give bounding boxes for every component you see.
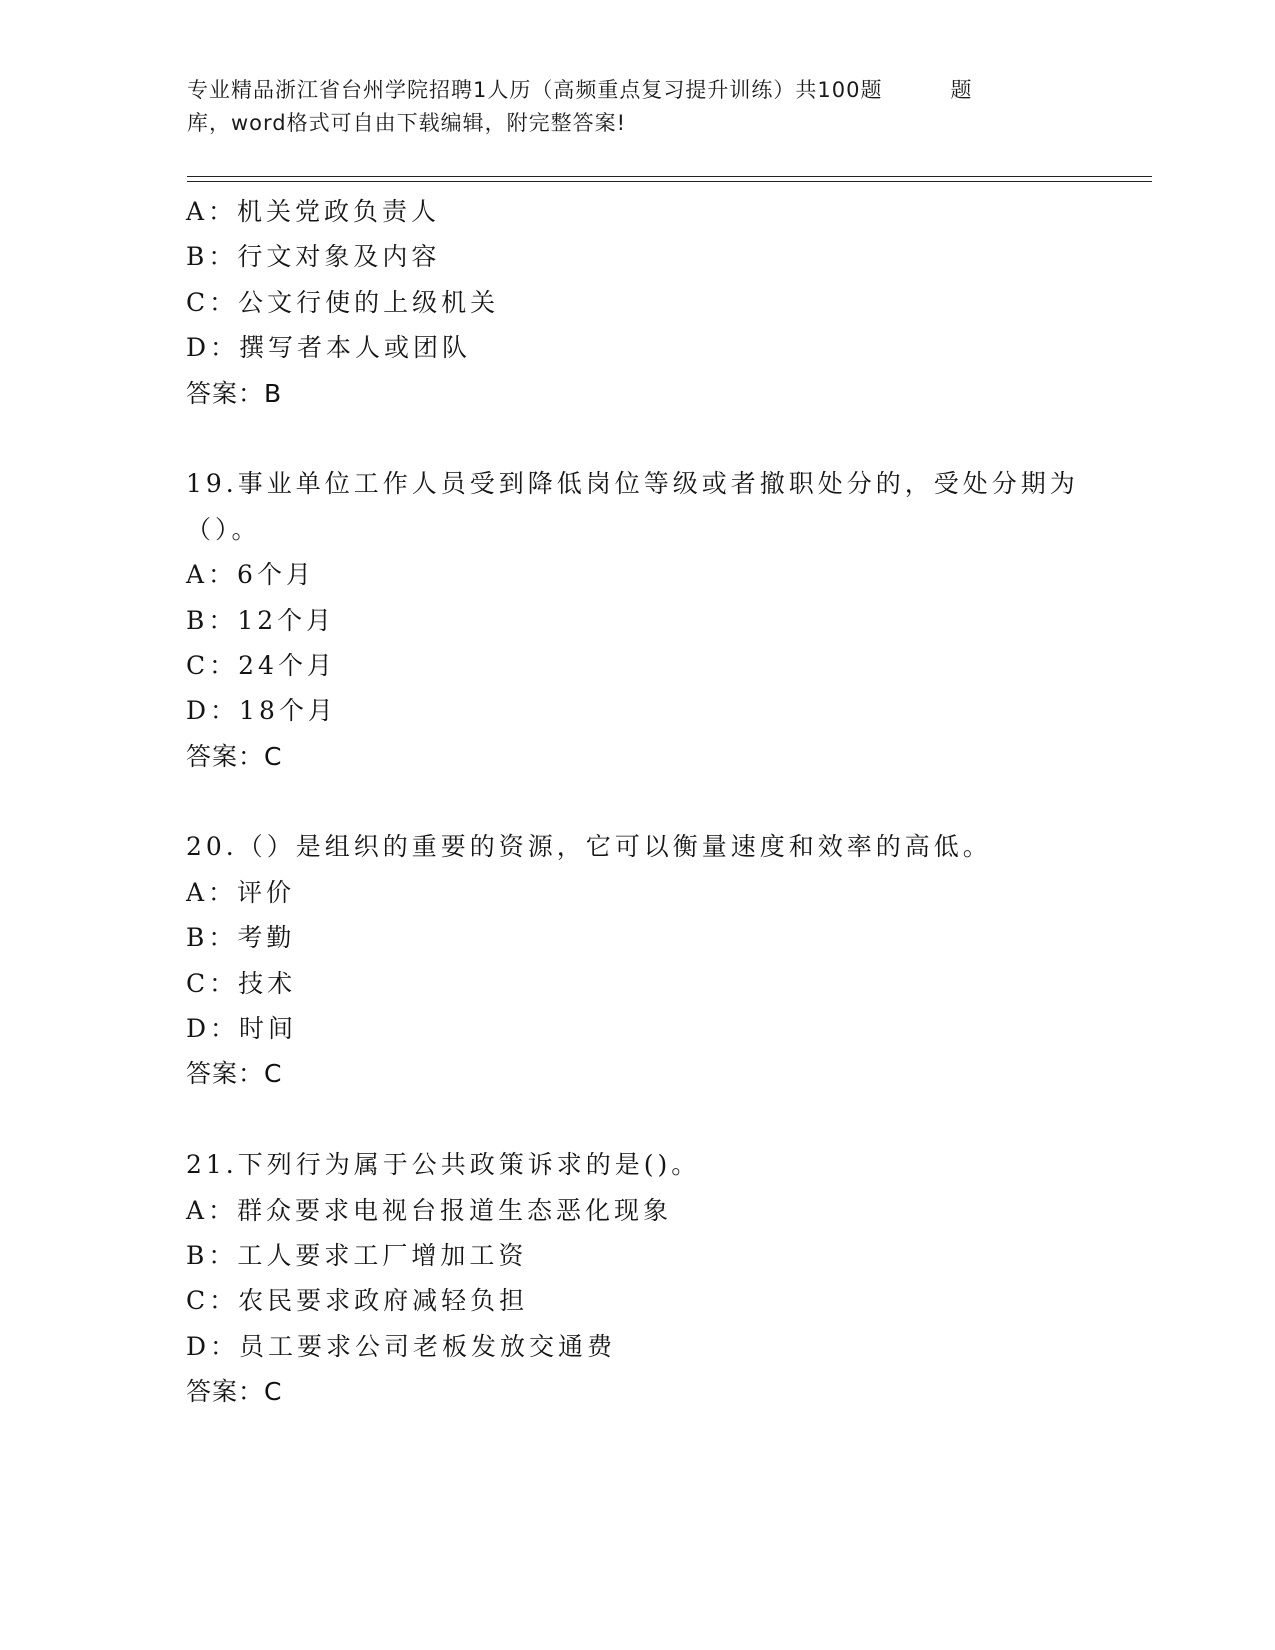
spacer	[186, 416, 1146, 461]
question-18	[186, 189, 1146, 416]
answer: 答案：C	[186, 741, 283, 771]
option-c: C：公文行使的上级机关	[186, 287, 500, 317]
question-stem: 19.事业单位工作人员受到降低岗位等级或者撤职处分的，受处分期为	[186, 469, 1079, 499]
answer: 答案：B	[186, 378, 283, 408]
option-a: A：评价	[186, 877, 296, 907]
option-a: A：群众要求电视台报道生态恶化现象	[186, 1195, 673, 1225]
option-b: B：12个月	[186, 605, 336, 635]
option-c: C：24个月	[186, 650, 336, 680]
option-b: B：行文对象及内容	[186, 242, 441, 272]
option-a: A：6个月	[186, 560, 315, 590]
option-a: A：机关党政负责人	[186, 197, 441, 226]
question-21	[186, 1142, 1146, 1414]
header-divider-bottom	[187, 181, 1152, 182]
option-d: D：员工要求公司老板发放交通费	[186, 1331, 617, 1361]
spacer	[186, 779, 1146, 824]
document-header	[187, 74, 1087, 140]
option-b: B：工人要求工厂增加工资	[186, 1240, 528, 1270]
option-d: D：撰写者本人或团队	[186, 333, 472, 363]
header-divider-top	[187, 176, 1152, 177]
option-c: C：技术	[186, 968, 297, 998]
question-stem: 21.下列行为属于公共政策诉求的是()。	[186, 1150, 701, 1180]
option-b: B：考勤	[186, 923, 296, 953]
option-d: D：时间	[186, 1014, 298, 1044]
header-line-1	[187, 74, 1087, 107]
question-stem-continued: （）。	[186, 514, 261, 544]
answer: 答案：C	[186, 1377, 283, 1407]
header-title: 专业精品浙江省台州学院招聘1人历（高频重点复习提升训练）共100题	[187, 78, 883, 102]
answer: 答案：C	[186, 1059, 283, 1089]
question-stem: 20.（）是组织的重要的资源，它可以衡量速度和效率的高低。	[186, 832, 992, 862]
question-19	[186, 461, 1146, 779]
header-title-tail: 题	[950, 78, 973, 102]
option-d: D：18个月	[186, 696, 337, 726]
question-20	[186, 824, 1146, 1096]
header-line-2: 库，word格式可自由下载编辑，附完整答案!	[187, 111, 627, 135]
question-list	[186, 189, 1146, 1415]
spacer	[186, 1097, 1146, 1142]
option-c: C：农民要求政府减轻负担	[186, 1286, 529, 1316]
